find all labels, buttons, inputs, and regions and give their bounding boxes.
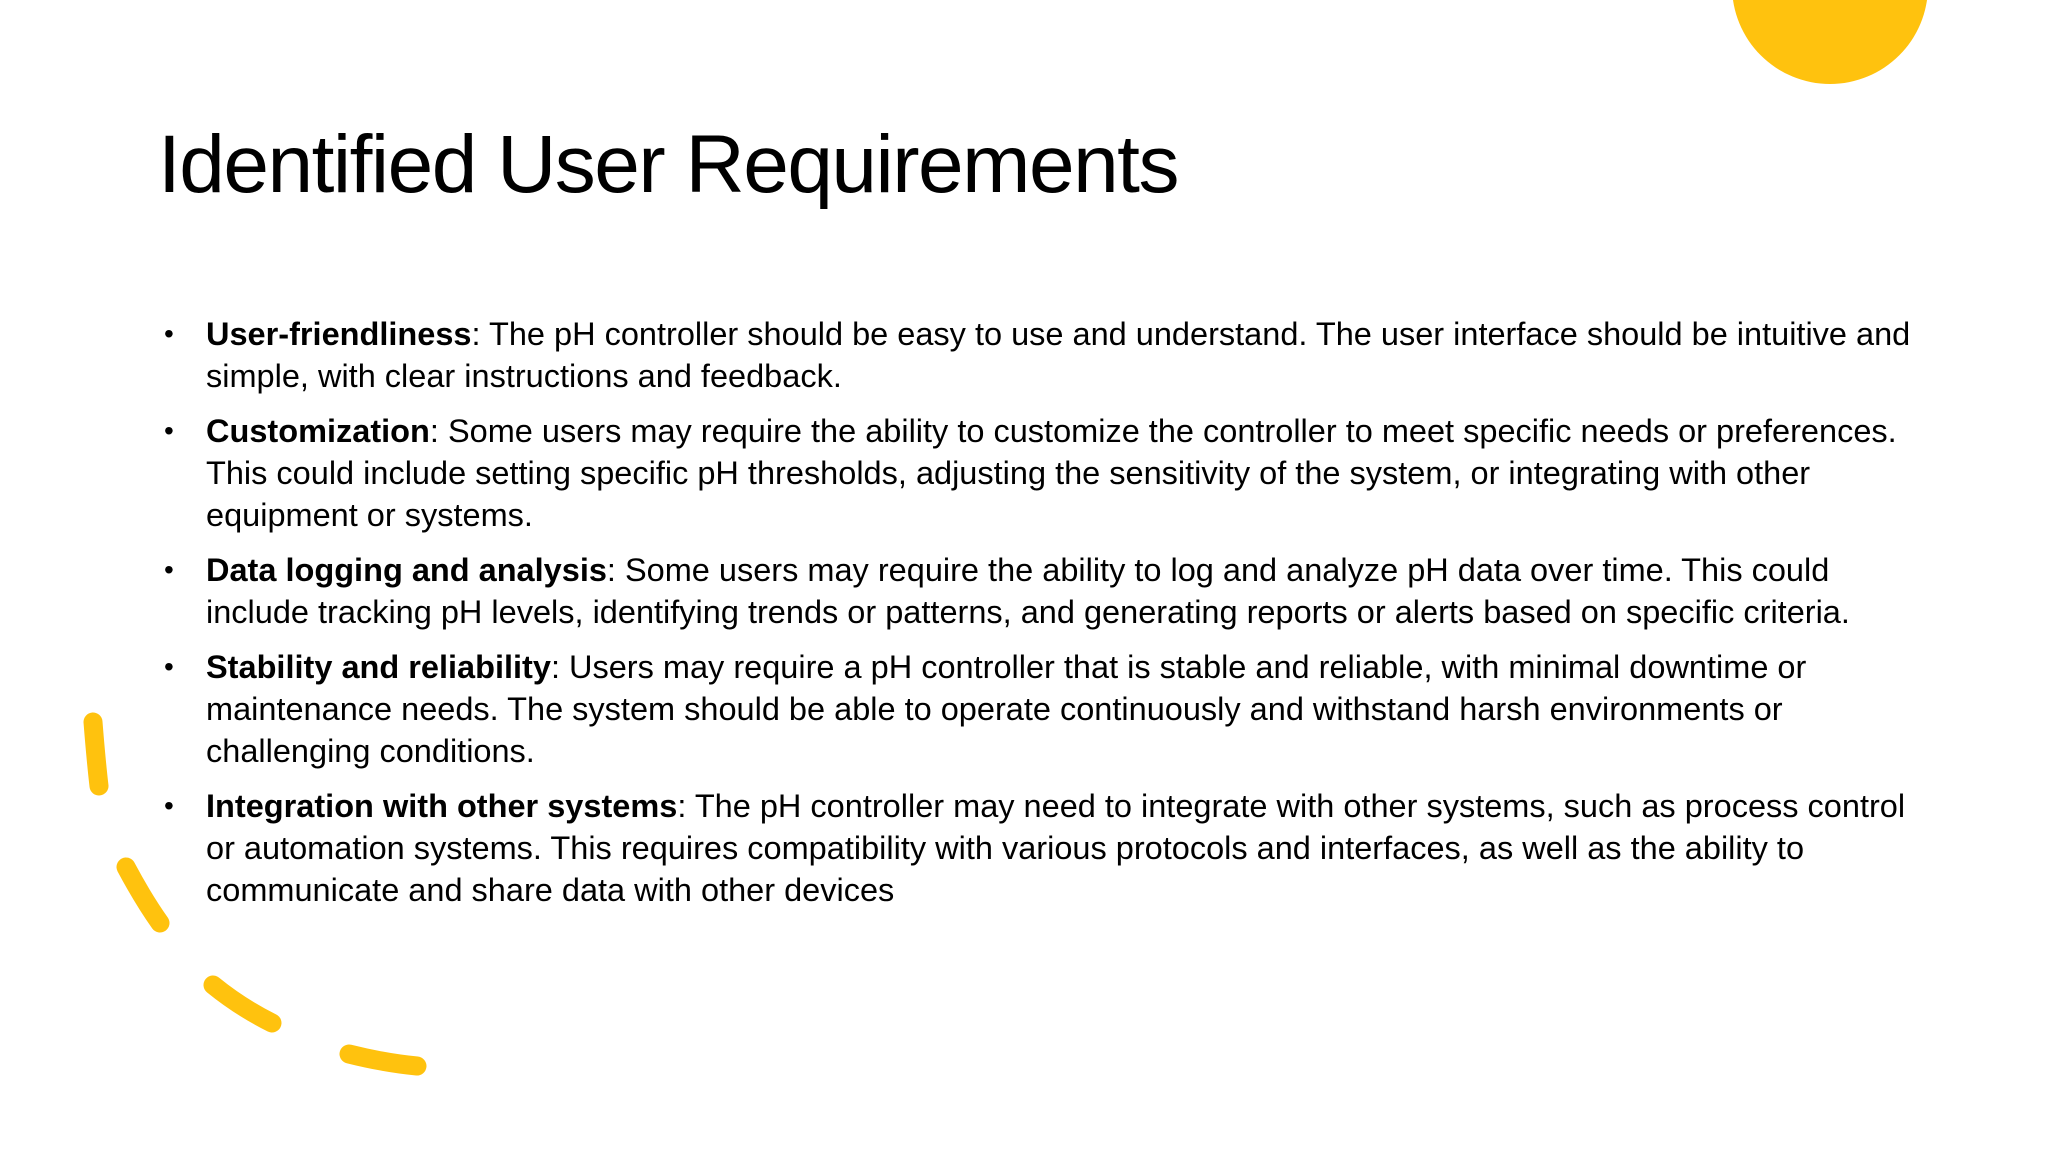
bullet-icon: • xyxy=(164,651,174,682)
bullet-term: Data logging and analysis xyxy=(206,552,607,588)
slide-title: Identified User Requirements xyxy=(158,119,1178,210)
bullet-text: : Some users may require the ability to customize the controller to meet specific needs or preferences. This could include setting specific pH thresholds, adjusting the sensitivity of the system, or integrating with other equipment or systems. xyxy=(206,413,1897,533)
arc-dash-3 xyxy=(213,985,272,1023)
list-item xyxy=(158,646,1918,772)
list-item xyxy=(158,313,1918,397)
bullet-text: : Some users may require the ability to log and analyze pH data over time. This could include tracking pH levels, identifying trends or patterns, and generating reports or alerts based on specific criteria. xyxy=(206,552,1850,630)
bullet-text: : Users may require a pH controller that is stable and reliable, with minimal downtime or maintenance needs. The system should be able to operate continuously and withstand harsh environments or challenging conditions. xyxy=(206,649,1807,769)
list-item xyxy=(158,549,1918,633)
list-item xyxy=(158,410,1918,536)
bullet-term: Stability and reliability xyxy=(206,649,551,685)
bullet-icon: • xyxy=(164,415,174,446)
requirements-list xyxy=(158,313,1918,924)
list-item xyxy=(158,785,1918,911)
bullet-term: Customization xyxy=(206,413,430,449)
bullet-term: Integration with other systems xyxy=(206,788,678,824)
bullet-term: User-friendliness xyxy=(206,316,472,352)
bullet-icon: • xyxy=(164,790,174,821)
bullet-icon: • xyxy=(164,554,174,585)
bullet-icon: • xyxy=(164,318,174,349)
arc-dash-1 xyxy=(93,722,99,786)
bullet-text: : The pH controller should be easy to use and understand. The user interface should be intuitive and simple, with clear instructions and feedback. xyxy=(206,316,1911,394)
arc-dash-4 xyxy=(349,1054,417,1066)
bullet-text: : The pH controller may need to integrate with other systems, such as process control or automation systems. This requires compatibility with various protocols and interfaces, as well as the ability to communicate and share data with other devices xyxy=(206,788,1906,908)
arc-dash-2 xyxy=(126,867,160,923)
